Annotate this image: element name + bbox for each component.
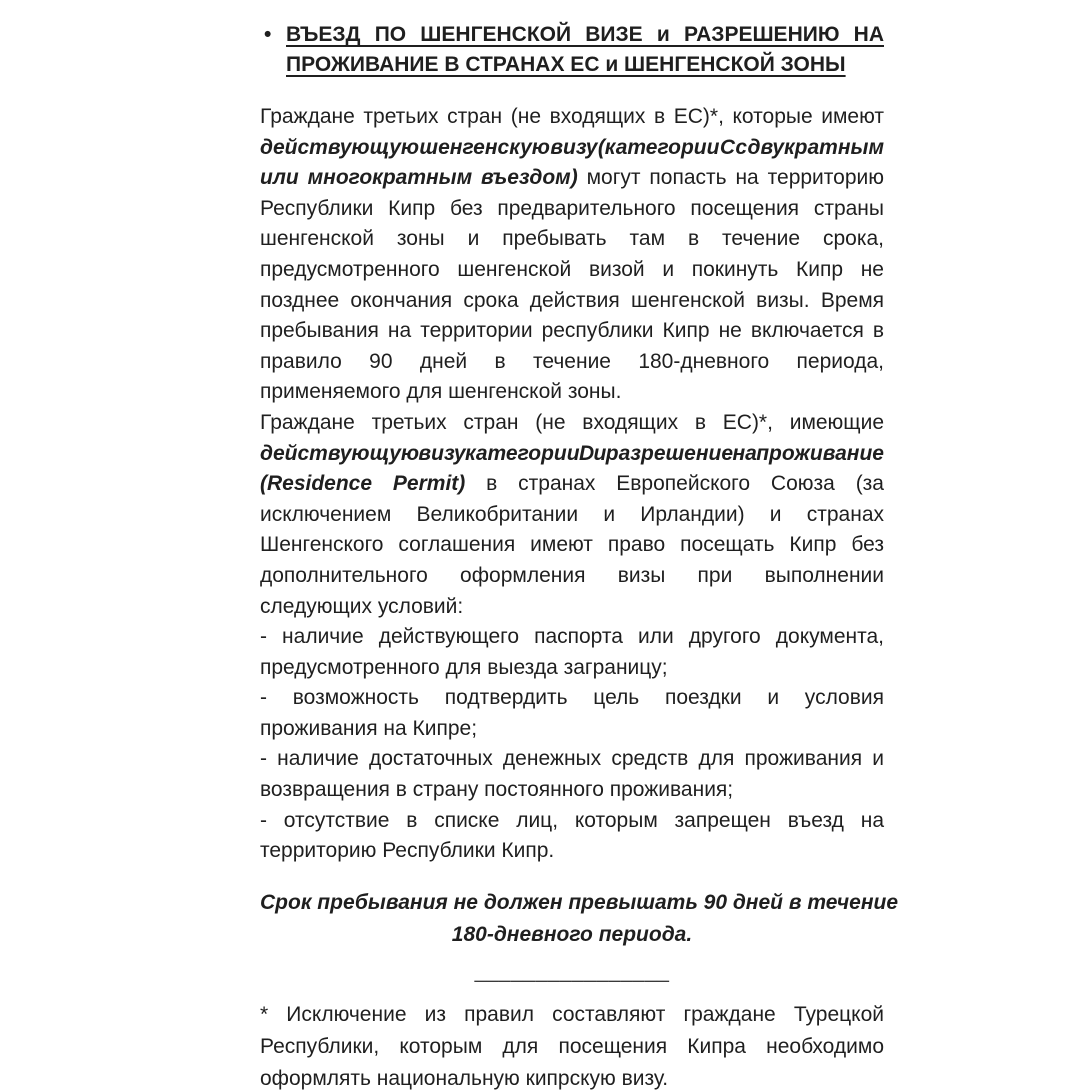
plain-text: - отсутствие в списке лиц, которым запрещен въезд на xyxy=(260,808,884,832)
text-line xyxy=(260,744,884,775)
text-line xyxy=(260,836,884,867)
text-line xyxy=(260,286,884,317)
plain-text: правило 90 дней в течение 180-дневного периода, xyxy=(260,349,884,373)
section-heading-lines xyxy=(286,20,884,80)
plain-text: шенгенской зоны и пребывать там в течение срока, xyxy=(260,227,884,251)
text-line xyxy=(260,377,884,408)
text-line xyxy=(260,561,884,592)
text-line xyxy=(260,408,884,439)
plain-text: Срок пребывания не должен превышать 90 дней в течение xyxy=(260,890,899,914)
plain-text: - возможность подтвердить цель поездки и условия xyxy=(260,686,884,710)
text-line xyxy=(260,194,884,225)
emphasized-text: или многократным въездом) xyxy=(260,166,578,190)
plain-text: могут попасть на территорию xyxy=(577,166,884,190)
text-line xyxy=(260,806,884,837)
text-line xyxy=(260,163,884,194)
plain-text: ВЪЕЗД ПО ШЕНГЕНСКОЙ ВИЗЕ и РАЗРЕШЕНИЮ НА xyxy=(286,23,884,46)
plain-text: - наличие достаточных денежных средств для проживания и xyxy=(260,747,884,771)
plain-text: в странах Европейского Союза (за xyxy=(465,472,884,496)
plain-text: исключением Великобритании и Ирландии) и странах xyxy=(260,502,884,526)
plain-text: Республики Кипр без предварительного посещения страны xyxy=(260,196,884,220)
document-content xyxy=(260,0,899,1092)
emphasized-text: действующую шенгенскую визу (категории С с двукратным xyxy=(260,135,884,159)
text-line xyxy=(260,1031,884,1063)
plain-text: предусмотренного для выезда заграницу; xyxy=(260,655,668,679)
text-line xyxy=(260,1063,884,1092)
text-line xyxy=(260,653,884,684)
plain-text: следующих условий: xyxy=(260,594,464,618)
plain-text: применяемого для шенгенской зоны. xyxy=(260,380,622,404)
text-line xyxy=(260,102,884,133)
plain-text: Республики, которым для посещения Кипра необходимо xyxy=(260,1034,884,1058)
text-line xyxy=(260,622,884,653)
plain-text: предусмотренного шенгенской визой и покинуть Кипр не xyxy=(260,257,884,281)
separator-line: ________________ xyxy=(474,959,670,983)
text-line xyxy=(260,439,884,470)
text-line xyxy=(260,775,884,806)
plain-text: Граждане третьих стран (не входящих в ЕС)*, которые имеют xyxy=(260,105,884,128)
plain-text: территорию Республики Кипр. xyxy=(260,839,555,863)
text-line xyxy=(286,20,884,50)
text-line xyxy=(260,887,899,919)
text-line xyxy=(260,316,884,347)
text-line xyxy=(260,999,884,1031)
plain-text: пребывания на территории республики Кипр не включается в xyxy=(260,319,884,343)
text-line xyxy=(260,530,884,561)
bullet-marker: • xyxy=(264,23,272,46)
plain-text: 180-дневного периода. xyxy=(451,922,693,946)
text-line xyxy=(260,683,884,714)
plain-text: Граждане третьих стран (не входящих в ЕС)*, имеющие xyxy=(260,410,884,434)
text-line xyxy=(260,224,884,255)
text-line xyxy=(286,50,884,80)
text-line xyxy=(260,347,884,378)
stay-duration-note xyxy=(260,887,899,951)
plain-text: оформлять национальную кипрскую визу. xyxy=(260,1066,669,1090)
emphasized-text: действующую визу категории D и разрешение на проживание xyxy=(260,441,884,465)
text-line xyxy=(260,255,884,286)
text-line xyxy=(260,469,884,500)
section-heading xyxy=(260,20,884,80)
plain-text: позднее окончания срока действия шенгенской визы. Время xyxy=(260,288,884,312)
text-line xyxy=(260,133,884,164)
text-line xyxy=(260,714,884,745)
text-line xyxy=(260,919,884,951)
footnote-text xyxy=(260,999,884,1092)
plain-text: Шенгенского соглашения имеют право посещать Кипр без xyxy=(260,533,884,557)
text-line xyxy=(260,500,884,531)
plain-text: * Исключение из правил составляют граждане Турецкой xyxy=(260,1002,884,1026)
plain-text: дополнительного оформления визы при выполнении xyxy=(260,563,884,587)
plain-text: ПРОЖИВАНИЕ В СТРАНАХ ЕС и ШЕНГЕНСКОЙ ЗОНЫ xyxy=(286,53,846,76)
body-text xyxy=(260,102,884,867)
plain-text: возвращения в страну постоянного проживания; xyxy=(260,778,734,802)
plain-text: - наличие действующего паспорта или другого документа, xyxy=(260,625,884,649)
text-line xyxy=(260,592,884,623)
plain-text: проживания на Кипре; xyxy=(260,716,478,740)
emphasized-text: (Residence Permit) xyxy=(260,472,466,496)
